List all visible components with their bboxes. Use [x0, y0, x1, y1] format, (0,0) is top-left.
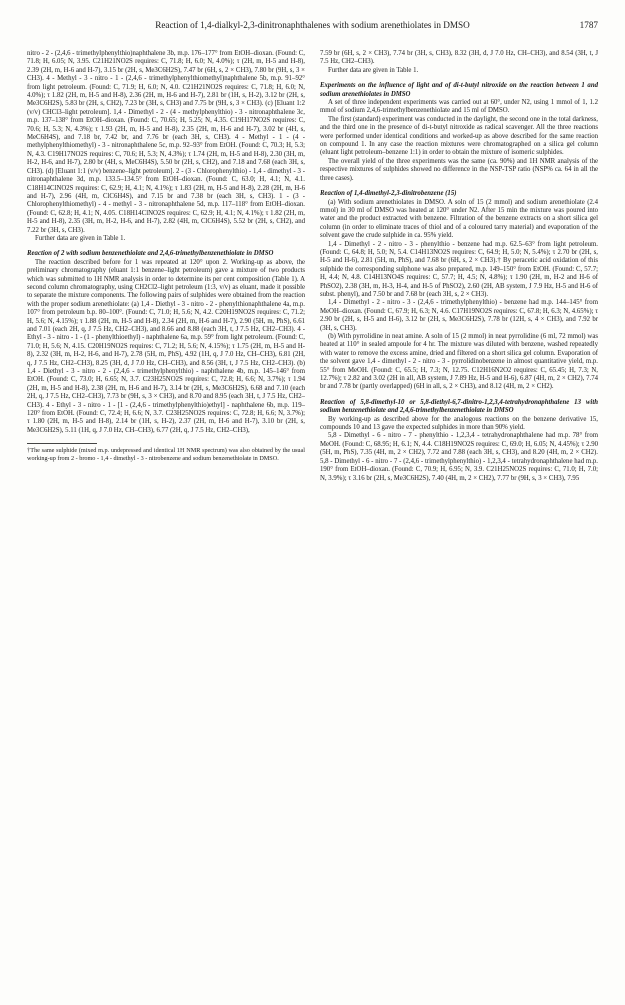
right-column: [320, 50, 598, 1000]
section-heading: Reaction of 5,8-dimethyl-10 or 5,8-diethyl-6,7-dinitro-1,2,3,4-tetrahydronaphthalene 13 with sodium benzenethiolate and 2,4,6-trimethylbenzenethiolate in DMSO: [320, 398, 598, 415]
body-paragraph: Further data are given in Table 1.: [328, 66, 419, 74]
body-paragraph: nitro - 2 - (2,4,6 - trimethylphenylthio)naphthalene 3b, m.p. 176–177° from EtOH–dioxan. (Found: C, 71.8; H, 6.05; N, 3.95. C21H21NO2S requires: C, 71.8; H, 6.0; N, 4.0%); τ (2H, m, H-5 and H-8), 2.39 (2H, m, H-6 and H-7), 3.15 br (2H, s, Me3C6H2S), 7.47 br (6H, s, 2 × CH3), 7.80 br (9H, s, 3 × CH3). 4 - Methyl - 3 - nitro - 1 - (2,4,6 - trimethylphenylthiomethyl)naphthalene 5b, m.p. 91–92° from light petroleum. (Found: C, 71.9; H, 6.0; N, 4.0. C21H21NO2S requires: C, 71.8; H, 6.0; N, 4.0%); τ 1.82 (2H, m, H-5 and H-8), 2.36 (2H, m, H-6 and H-7), 2.81 br (1H, s, H-2), 3.12 br (2H, s, Me3C6H2S), 5.83 br (2H, s, CH2), 7.23 br (3H, s, CH3) and 7.75 br (9H, s, 3 × CH3). (c) [Eluant 1:2 (v/v) CHCl3–light petroleum]. 1,4 - Dimethyl - 2 - (4 - methylphenylthio) - 3 - nitronaphthalene 3c, m.p. 137–138° from EtOH–dioxan. (Found: C, 70.65; H, 5.25; N, 4.35. C19H17NO2S requires: C, 70.6; H, 5.3; N, 4.3%); τ 1.93 (2H, m, H-5 and H-8), 2.35 (2H, m, H-6 and H-7), 3.02 br (4H, s, MeC6H4S), and 7.18 br, 7.42 br, and 7.76 br (each 3H, s, CH3). 4 - Methyl - 1 - (4 - methylphenylthiomethyl) - 3 - nitronaphthalene 5c, m.p. 92–93° from EtOH. (Found: C, 70.3; H, 5.3; N, 4.3. C19H17NO2S requires: C, 70.6; H, 5.3; N, 4.3%); τ 1.74 (2H, m, H-5 and H-8), 2.30 (3H, m, H-2, H-6, and H-7), 2.80 br (4H, s, MeC6H4S), 5.50 br (2H, s, CH2), and 7.18 and 7.68 (each 3H, s, CH3). (d) [Eluant 1:1 (v/v) benzene–light petroleum]. 2 - (3 - Chlorophenylthio) - 1,4 - dimethyl - 3 - nitronaphthalene 3d, m.p. 133.5–134.5° from EtOH–dioxan. (Found: C, 63.0; H, 4.1; N, 4.1. C18H14ClNO2S requires: C, 62.9; H, 4.1; N, 4.1%); τ 1.83 (2H, m, H-5 and H-8), 2.28 (2H, m, H-6 and H-7), 2.96 (4H, m, ClC6H4S), and 7.15 br and 7.38 br (each 3H, s, CH3). 1 - (3 - Chlorophenylthiomethyl) - 4 - methyl - 3 - nitronaphthalene 5d, m.p. 117–118° from EtOH–dioxan. (Found: C, 62.8; H, 4.1; N, 4.05. C18H14ClNO2S requires: C, 62.9; H, 4.1; N, 4.1%); τ 1.82 (2H, m, H-5 and H-8), 2.35 (3H, m, H-2, H-6, and H-7), 2.82 (4H, m, ClC6H4S), 5.52 br (2H, s, CH2), and 7.22 br (3H, s, CH3).: [27, 50, 305, 234]
body-paragraph: 1,4 - Dimethyl - 2 - nitro - 3 - phenylthio - benzene had m.p. 62.5–63° from light petroleum. (Found: C, 64.8; H, 5.0; N, 5.4. C14H13NO2S requires: C, 64.9; H, 5.0; N, 5.4%); τ 2.70 br (2H, s, H-5 and H-6), 2.81 (5H, m, PhS), and 7.68 br (6H, s, 2 × CH3).† By peracetic acid oxidation of this sulphide the corresponding sulphone was also prepared, m.p. 149–150° from EtOH. (Found: C, 57.7; H, 4.4; N, 4.8. C14H13NO4S requires: C, 57.7; H, 4.5; N, 4.8%); τ 1.90 (2H, m, H-2 and H-6 of PhSO2), 2.38 (3H, m, H-3, H-4, and H-5 of PhSO2), 2.60 (2H, AB system, J 7.9 Hz, H-5 and H-6 of subst. phenyl), and 7.50 br and 7.68 br (each 3H, s, 2 × CH3).: [320, 240, 598, 298]
footnote-rule: [27, 443, 97, 444]
body-paragraph: 7.59 br (6H, s, 2 × CH3), 7.74 br (3H, s, CH3), 8.32 (3H, d, J 7.0 Hz, CH–CH3), and 8.54 (3H, t, J 7.5 Hz, CH2–CH3).: [320, 50, 598, 66]
section-heading: Reaction of 2 with sodium benzenethiolate and 2,4,6-trimethylbenzenethiolate in DMSO: [27, 250, 274, 258]
body-paragraph: By working-up as described above for the analogous reactions on the benzene derivative 15, compounds 10 and 13 gave the expected sulphides in more than 90% yield.: [320, 415, 598, 432]
body-paragraph: (a) With sodium arenethiolates in DMSO. A soln of 15 (2 mmol) and sodium arenethiolate (2.4 mmol) in 30 ml of DMSO was heated at 120° under N2. After 15 min the mixture was poured into water and the product extracted with benzene. Filtration of the benzene extracts on a short silica gel column (in order to eliminate traces of thiol and of a coloured tarry material) and evaporation of the solvent gave the crude sulphide in ca. 95% yield.: [320, 198, 598, 240]
footnote: †The same sulphide (mixed m.p. undepressed and identical 1H NMR spectrum) was also obtained by the usual working-up from 2 - bromo - 1,4 - dimethyl - 3 - nitrobenzene and sodium benzenethiolate in DMSO.: [27, 447, 305, 462]
section-heading: Reaction of 1,4-dimethyl-2,3-dinitrobenzene (15): [320, 190, 457, 198]
running-header: [27, 20, 598, 38]
body-paragraph: The overall yield of the three experiments was the same (ca. 90%) and 1H NMR analysis of the respective mixtures of sulphides showed no difference in the NSP-TSP ratio (NSP% ca. 64 in all the three cases).: [320, 157, 598, 182]
page-number: 1787: [579, 20, 598, 30]
body-paragraph: The first (standard) experiment was conducted in the daylight, the second one in the total darkness, and the third one in the presence of di-t-butyl nitroxide as radical scavenger. All the three reactions were performed under identical conditions and worked-up as above described for the same reaction on compound 1. In any case the reaction mixtures were chromatographed on a silica gel column (eluant light petroleum–benzene 1:1) in order to obtain the mixture of isomeric sulphides.: [320, 115, 598, 157]
left-column: [27, 50, 305, 1000]
section-heading: Experiments on the influence of light and of di-t-butyl nitroxide on the reaction between 1 and sodium arenethiolates in DMSO: [320, 82, 598, 98]
body-paragraph: A set of three independent experiments was carried out at 60°, under N2, using 1 mmol of 1, 1.2 mmol of sodium 2,4,6-trimethylbenzenethiolate and 15 ml of DMSO.: [320, 99, 598, 115]
two-column-body: [27, 50, 598, 1000]
body-paragraph: Further data are given in Table 1.: [35, 234, 126, 242]
body-paragraph: The reaction described before for 1 was repeated at 120° upon 2. Working-up as above, the preliminary chromatography (eluant 1:1 benzene–light petroleum) gave a mixture of two products which was submitted to 1H NMR analysis in order to determine its per cent composition (Table 1). A second column chromatography, using CH2Cl2–light petroleum (1:3, v/v) as eluant, made it possible to separate the mixture components. The following pairs of sulphides were obtained from the reaction with the proper sodium arenethiolate: (a) 1,4 - Diethyl - 3 - nitro - 2 - phenylthionaphthalene 4a, m.p. 107° from petroleum b.p. 80–100°. (Found: C, 71.0; H, 5.6; N, 4.2. C20H19NO2S requires: C, 71.2; H, 5.6; N, 4.15%); τ 1.88 (2H, m, H-5 and H-8), 2.34 (2H, m, H-6 and H-7), 2.90 (5H, m, PhS), 6.61 and 7.01 (each 2H, q, J 7.5 Hz, CH2–CH3), and 8.66 and 8.88 (each 3H, t, J 7.5 Hz, CH2–CH3). 4 - Ethyl - 3 - nitro - 1 - (1 - phenylthioethyl) - naphthalene 6a, m.p. 59° from light petroleum. (Found: C, 71.0; H, 5.6; N, 4.15. C20H19NO2S requires: C, 71.2; H, 5.6; N, 4.15%); τ 1.75 (2H, m, H-5 and H-8), 2.32 (3H, m, H-2, H-6, and H-7), 2.78 (5H, m, PhS), 4.92 (1H, q, J 7.0 Hz, CH–CH3), 6.81 (2H, q, J 7.5 Hz, CH2–CH3), 8.25 (3H, d, J 7.0 Hz, CH–CH3), and 8.56 (3H, t, J 7.5 Hz, CH2–CH3). (b) 1,4 - Diethyl - 3 - nitro - 2 - (2,4,6 - trimethylphenylthio) - naphthalene 4b, m.p. 145–146° from EtOH. (Found: C, 73.0; H, 6.65; N, 3.7. C23H25NO2S requires: C, 72.8; H, 6.6; N, 3.7%); τ 1.94 (2H, m, H-5 and H-8), 2.38 (2H, m, H-6 and H-7), 3.14 br (2H, s, Me3C6H2S), 6.68 and 7.10 (each 2H, q, J 7.5 Hz, CH2–CH3), 7.73 br (9H, s, 3 × CH3), and 8.70 and 8.95 (each 3H, t, J 7.5 Hz, CH2–CH3). 4 - Ethyl - 3 - nitro - 1 - [1 - (2,4,6 - trimethylphenylthio)ethyl] - naphthalene 6b, m.p. 119–120° from EtOH. (Found: C, 72.4; H, 6.6; N, 3.7. C23H25NO2S requires: C, 72.8; H, 6.6; N, 3.7%); τ 1.80 (2H, m, H-5 and H-8), 2.14 br (1H, s, H-2), 2.37 (2H, m, H-6 and H-7), 3.10 br (2H, s, Me3C6H2S), 5.11 (1H, q, J 7.0 Hz, CH–CH3), 6.77 (2H, q, J 7.5 Hz, CH2–CH3),: [27, 258, 305, 434]
body-paragraph: 5,8 - Dimethyl - 6 - nitro - 7 - phenylthio - 1,2,3,4 - tetrahydronaphthalene had m.p. 78° from MeOH. (Found: C, 68.95; H, 6.1; N, 4.4. C18H19NO2S requires: C, 69.0; H, 6.05; N, 4.45%); τ 2.90 (5H, m, PhS), 7.35 (4H, m, 2 × CH2), 7.72 and 7.88 (each 3H, s, CH3), and 8.20 (4H, m, 2 × CH2). 5,8 - Dimethyl - 6 - nitro - 7 - (2,4,6 - trimethylphenylthio) - 1,2,3,4 - tetrahydronaphthalene had m.p. 190° from EtOH–dioxan. (Found: C, 70.9; H, 6.95; N, 3.9. C21H25NO2S requires: C, 71.0; H, 7.0; N, 3.9%); τ 3.16 br (2H, s, Me3C6H2S), 7.40 (4H, m, 2 × CH2), 7.77 br (9H, s, 3 × CH3), 7.95: [320, 432, 598, 482]
body-paragraph: (b) With pyrrolidine in neat amine. A soln of 15 (2 mmol) in neat pyrrolidine (6 ml, 72 mmol) was heated at 110° in sealed ampoule for 4 hr. The mixture was diluted with benzene, washed repeatedly with water to remove the excess amine, dried and filtered on a short silica gel column. Evaporation of the solvent gave 1,4 - dimethyl - 2 - nitro - 3 - pyrrolidinobenzene in almost quantitative yield, m.p. 55° from MeOH. (Found: C, 65.5; H, 7.3; N, 12.75. C12H16N2O2 requires: C, 65.45; H, 7.3; N, 12.7%); τ 2.82 and 3.02 (2H in all, AB system, J 7.89 Hz, H-5 and H-6), 6.87 (4H, m, 2 × CH2), 7.74 br and 7.78 br (partly overlapped) (6H in all, s, 2 × CH3), and 8.12 (4H, m, 2 × CH2).: [320, 333, 598, 391]
body-paragraph: 1,4 - Dimethyl - 2 - nitro - 3 - (2,4,6 - trimethylphenylthio) - benzene had m.p. 144–145° from MeOH–dioxan. (Found: C, 67.9; H, 6.3; N, 4.6. C17H19NO2S requires: C, 67.8; H, 6.3; N, 4.65%); τ 2.90 br (2H, s, H-5 and H-6), 3.12 br (2H, s, Me3C6H2S), 7.78 br (12H, s, 4 × CH3), and 7.92 br (3H, s, CH3).: [320, 299, 598, 332]
running-title: Reaction of 1,4-dialkyl-2,3-dinitronaphthalenes with sodium arenethiolates in DMSO: [155, 20, 470, 30]
